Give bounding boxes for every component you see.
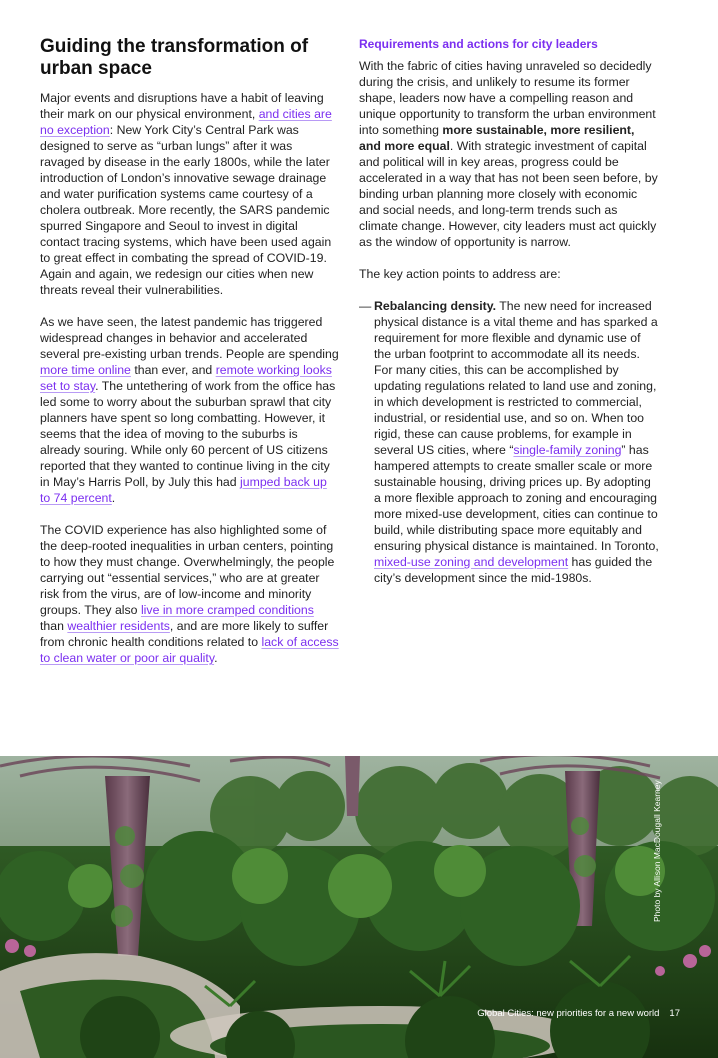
link-cities-no-exception[interactable]: and cities are no exception (40, 107, 332, 137)
link-single-family-zoning[interactable]: single-family zoning (513, 443, 622, 457)
page-number: 17 (669, 1008, 680, 1019)
link-remote-working[interactable]: remote working looks set to stay (40, 363, 332, 393)
text: ” has hampered attempts to create smaller scale or more sustainable housing, driving prices up. By adopting a more flexible approach to zoning and encouraging more mixed-use development, cities can continue to build, while distributing space more equitably and ensuring physical distance is maintained. In Toronto, (374, 443, 659, 553)
text: As we have seen, the latest pandemic has triggered widespread changes in behavior and accelerated several pre-existing urban trends. People are spending (40, 315, 339, 361)
text: than ever, and (130, 363, 216, 377)
paragraph-pandemic-trends (40, 314, 340, 506)
link-cramped-conditions[interactable]: live in more cramped conditions (140, 603, 314, 617)
paragraph-inequalities (40, 522, 340, 666)
text: : New York City’s Central Park was designed to serve as “urban lungs” after it was ravaged by disease in the early 1800s, while the later introduction of London’s innovative sewage drainage and water purification systems came courtesy of a cholera outbreak. More recently, the SARS pandemic spurred Singapore and Seoul to invest in digital contact tracing systems, which have been used again to great effect in combating the spread of COVID-19. Again and again, we redesign our cities when new threats reveal their vulnerabilities. (40, 123, 332, 297)
text: . (214, 651, 218, 665)
paragraph-history (40, 90, 340, 298)
photo-credit (652, 780, 682, 922)
photo-credit-text: Photo by Allison MacDougall Kearney (652, 780, 662, 922)
text: than (40, 619, 68, 633)
left-column (40, 36, 340, 682)
bullet-rebalancing-density (359, 298, 659, 586)
text: , and are more likely to suffer from chronic health conditions related to (40, 619, 329, 649)
bold-text: more sustainable, more resilient, and more equal (359, 123, 635, 153)
link-more-time-online[interactable]: more time online (40, 363, 131, 377)
paragraph-opportunity (359, 58, 659, 250)
text: The COVID experience has also highlighted some of the deep-rooted inequalities in urban centers, pointing to how they must change. Overwhelmingly, the people carrying out “essential services,” who are at greater risk from the virus, are of low-income and minority groups. They also (40, 523, 335, 617)
publication-title: Global Cities: new priorities for a new world (477, 1008, 660, 1019)
link-wealthier-residents[interactable]: wealthier residents (67, 619, 170, 633)
section-title: Guiding the transformation of urban space (40, 36, 309, 79)
text: has guided the city’s development since the mid-1980s. (374, 555, 653, 585)
link-74-percent[interactable]: jumped back up to 74 percent (40, 475, 327, 505)
bullet-dash: — (359, 299, 372, 313)
page-footer (477, 1008, 680, 1019)
right-column (359, 36, 659, 586)
text: The new need for increased physical distance is a vital theme and has sparked a requirement for more flexible and dynamic use of the urban footprint to accommodate all its needs. For many cities, this can be accomplished by updating regulations related to land use and zoning, in which development is restricted to commercial, industrial, or residential use, and so on. When too rigid, these can cause problems, for example in several US cities, where “ (374, 299, 658, 457)
bullet-text (374, 298, 659, 586)
link-clean-water-air[interactable]: lack of access to clean water or poor air quality (40, 635, 339, 665)
subsection-title: Requirements and actions for city leaders (359, 37, 598, 51)
text: . With strategic investment of capital and political will in key areas, progress could be accelerated in a way that has not been seen before, by binding urban planning more closely with economic and social needs, and long-term trends such as climate change. However, city leaders must act quickly as the window of opportunity is narrow. (359, 139, 658, 249)
text: . (111, 491, 116, 505)
paragraph-key-actions: The key action points to address are: (359, 267, 561, 281)
text: . The untethering of work from the office has led some to worry about the suburban sprawl that city planners have spent so long combatting. However, it seems that the idea of moving to the suburbs is already souring. While only 60 percent of US citizens reported that they wanted to continue living in the city in May’s Harris Poll, by July this had (40, 379, 336, 489)
text: With the fabric of cities having unraveled so decidedly during the crisis, and unlikely to resume its former shape, leaders now have a compelling reason and unique opportunity to transform the urban environment into something (359, 59, 656, 137)
text: Major events and disruptions have a habit of leaving their mark on our physical environment, (40, 91, 324, 121)
link-mixed-use-zoning[interactable]: mixed-use zoning and development (374, 555, 569, 569)
bold-text: Rebalancing density. (374, 299, 497, 313)
